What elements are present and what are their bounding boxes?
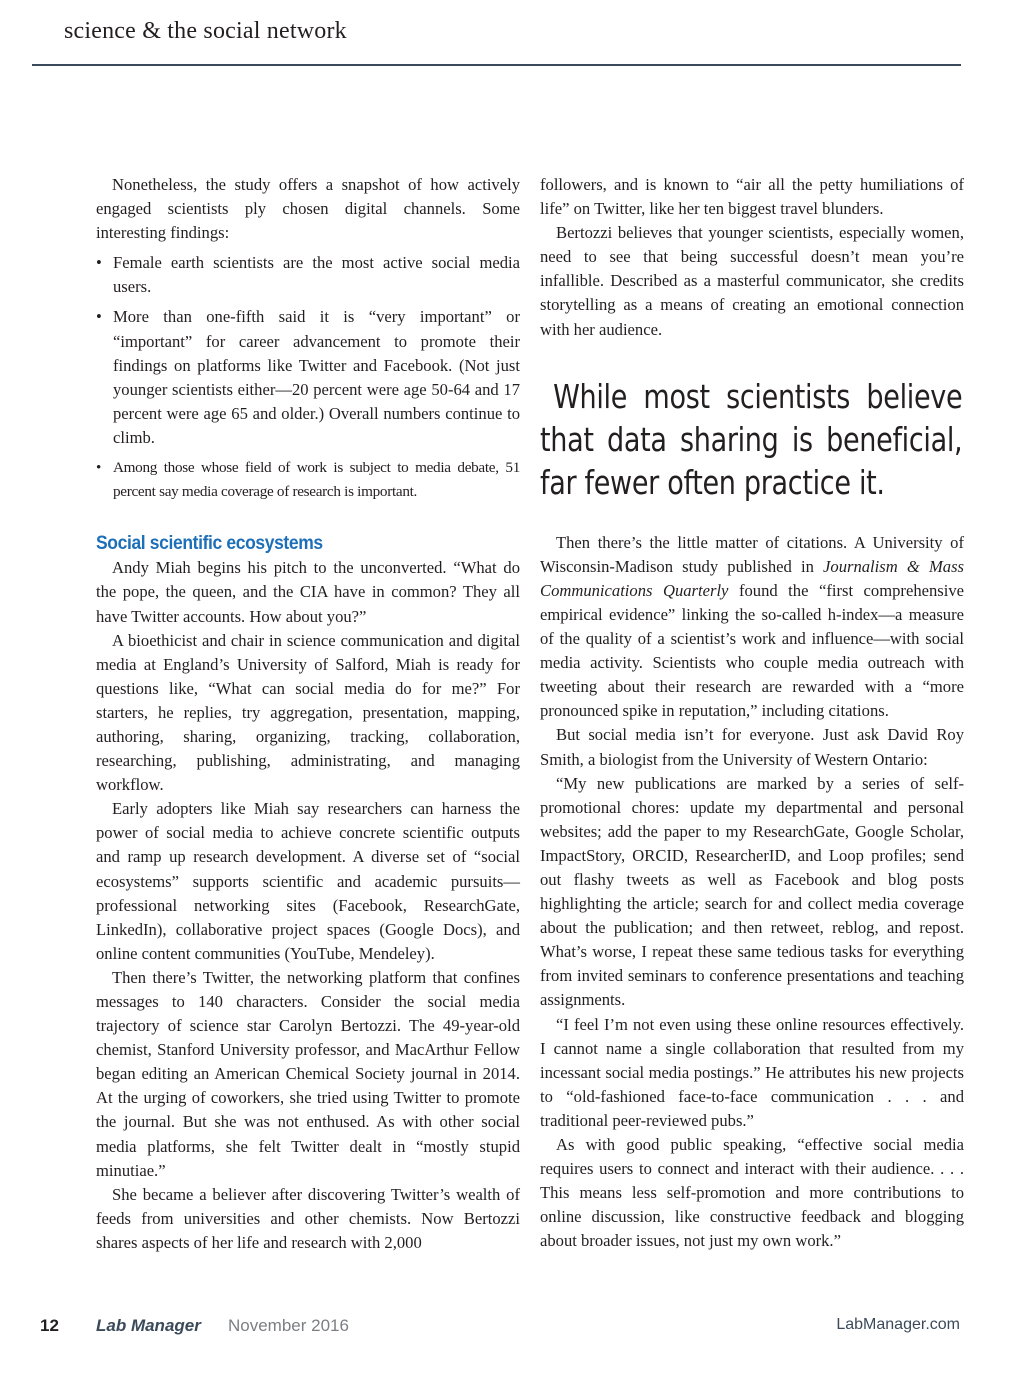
finding-item: • More than one-fifth said it is “very important” or “important” for career advancement to promote their findings on platforms like Twitter and Facebook. (Not just younger scientists either—20 percent were age 50-64 and 17 percent were age 65 and older.) Overall numbers continue to climb. <box>96 305 520 450</box>
section-subhead: Social scientific ecosystems <box>96 533 323 555</box>
body-paragraph: Bertozzi believes that younger scientists, especially women, need to see that being successful doesn’t mean you’re infallible. Described as a masterful communicator, she credits storytelling as a means of creating an emotional connection with her audience. <box>540 223 964 339</box>
page-number: 12 <box>40 1316 59 1335</box>
body-paragraph: A bioethicist and chair in science communication and digital media at England’s University of Salford, Miah is ready for questions like, “What can social media do for me?” For starters, he replies, try aggregation, presentation, mapping, authoring, sharing, organizing, tracking, collaboration, researching, publishing, administrating, and managing workflow. <box>96 630 520 795</box>
header-divider <box>32 64 961 66</box>
page-footer <box>0 1316 1024 1340</box>
findings-list <box>96 251 520 504</box>
intro-paragraph: Nonetheless, the study offers a snapshot of how actively engaged scientists ply chosen digital channels. Some interesting findings: <box>96 175 520 243</box>
right-column <box>540 173 964 1253</box>
body-paragraph: She became a believer after discovering Twitter’s wealth of feeds from universities and other chemists. Now Bertozzi shares aspects of her life and research with 2,000 <box>96 1184 520 1252</box>
citations-text-start: Then there’s the little matter of citations. A University of Wisconsin-Madison study published in <box>540 532 964 576</box>
section-title: science & the social network <box>64 18 347 44</box>
body-paragraph: Andy Miah begins his pitch to the unconverted. “What do the pope, the queen, and the CIA have in common? They all have Twitter accounts. How about you?” <box>96 558 520 626</box>
pull-quote: While most scientists believe that data sharing is beneficial, far fewer often practice it. <box>540 376 963 502</box>
body-paragraph: “I feel I’m not even using these online resources effectively. I cannot name a single collaboration that resulted from my incessant social media postings.” He attributes his new projects to “old-fashioned face-to-face communication . . . and traditional peer-reviewed pubs.” <box>540 1014 964 1130</box>
body-paragraph: followers, and is known to “air all the petty humiliations of life” on Twitter, like her ten biggest travel blunders. <box>540 175 964 219</box>
body-paragraph: But social media isn’t for everyone. Just ask David Roy Smith, a biologist from the University of Western Ontario: <box>540 725 964 769</box>
finding-item: • Among those whose field of work is subject to media debate, 51 percent say media coverage of research is important. <box>96 456 520 504</box>
citations-paragraph <box>540 531 964 724</box>
journal-title: Journalism & Mass Communications Quarterly <box>540 556 964 600</box>
body-paragraph: “My new publications are marked by a series of self-promotional chores: update my departmental and personal websites; add the paper to my ResearchGate, Google Scholar, ImpactStory, ORCID, ResearcherID, and Loop profiles; send out flashy tweets as well as Facebook and blog posts highlighting the article; search for and collect media coverage about the publication; and then retweet, reblog, and repost. What’s worse, I repeat these same tedious tasks for everything from invited seminars to conference presentations and teaching assignments. <box>540 773 964 1010</box>
website-link[interactable]: LabManager.com <box>836 1316 960 1333</box>
left-column <box>96 173 520 1255</box>
finding-item: • Female earth scientists are the most active social media users. <box>96 251 520 299</box>
body-paragraph: As with good public speaking, “effective social media requires users to connect and interact with their audience. . . . This means less self-promotion and more contributions to online discussion, like constructive feedback and blogging about broader issues, not just my own work.” <box>540 1135 964 1251</box>
citations-text-end: found the “first comprehensive empirical evidence” linking the so-called h-index—a measure of the quality of a scientist’s work and influence—with social media activity. Scientists who couple media outreach with tweeting about their research are rewarded with a “more pronounced spike in reputation,” including citations. <box>540 580 965 721</box>
issue-date: November 2016 <box>228 1316 349 1335</box>
body-paragraph: Then there’s Twitter, the networking platform that confines messages to 140 characters. Consider the social media trajectory of science star Carolyn Bertozzi. The 49-year-old chemist, Stanford University professor, and MacArthur Fellow began editing an American Chemical Society journal in 2014. At the urging of coworkers, she tried using Twitter to promote the journal. But she was not enthused. As with other social media platforms, she felt Twitter dealt in “mostly stupid minutiae.” <box>96 967 520 1180</box>
magazine-name: Lab Manager <box>96 1316 201 1335</box>
body-paragraph: Early adopters like Miah say researchers can harness the power of social media to achieve concrete scientific outputs and ramp up research development. A diverse set of “social ecosystems” supports scientific and academic pursuits—professional networking sites (Facebook, ResearchGate, LinkedIn), collaborative project spaces (Google Docs), and online content communities (YouTube, Mendeley). <box>96 799 520 963</box>
